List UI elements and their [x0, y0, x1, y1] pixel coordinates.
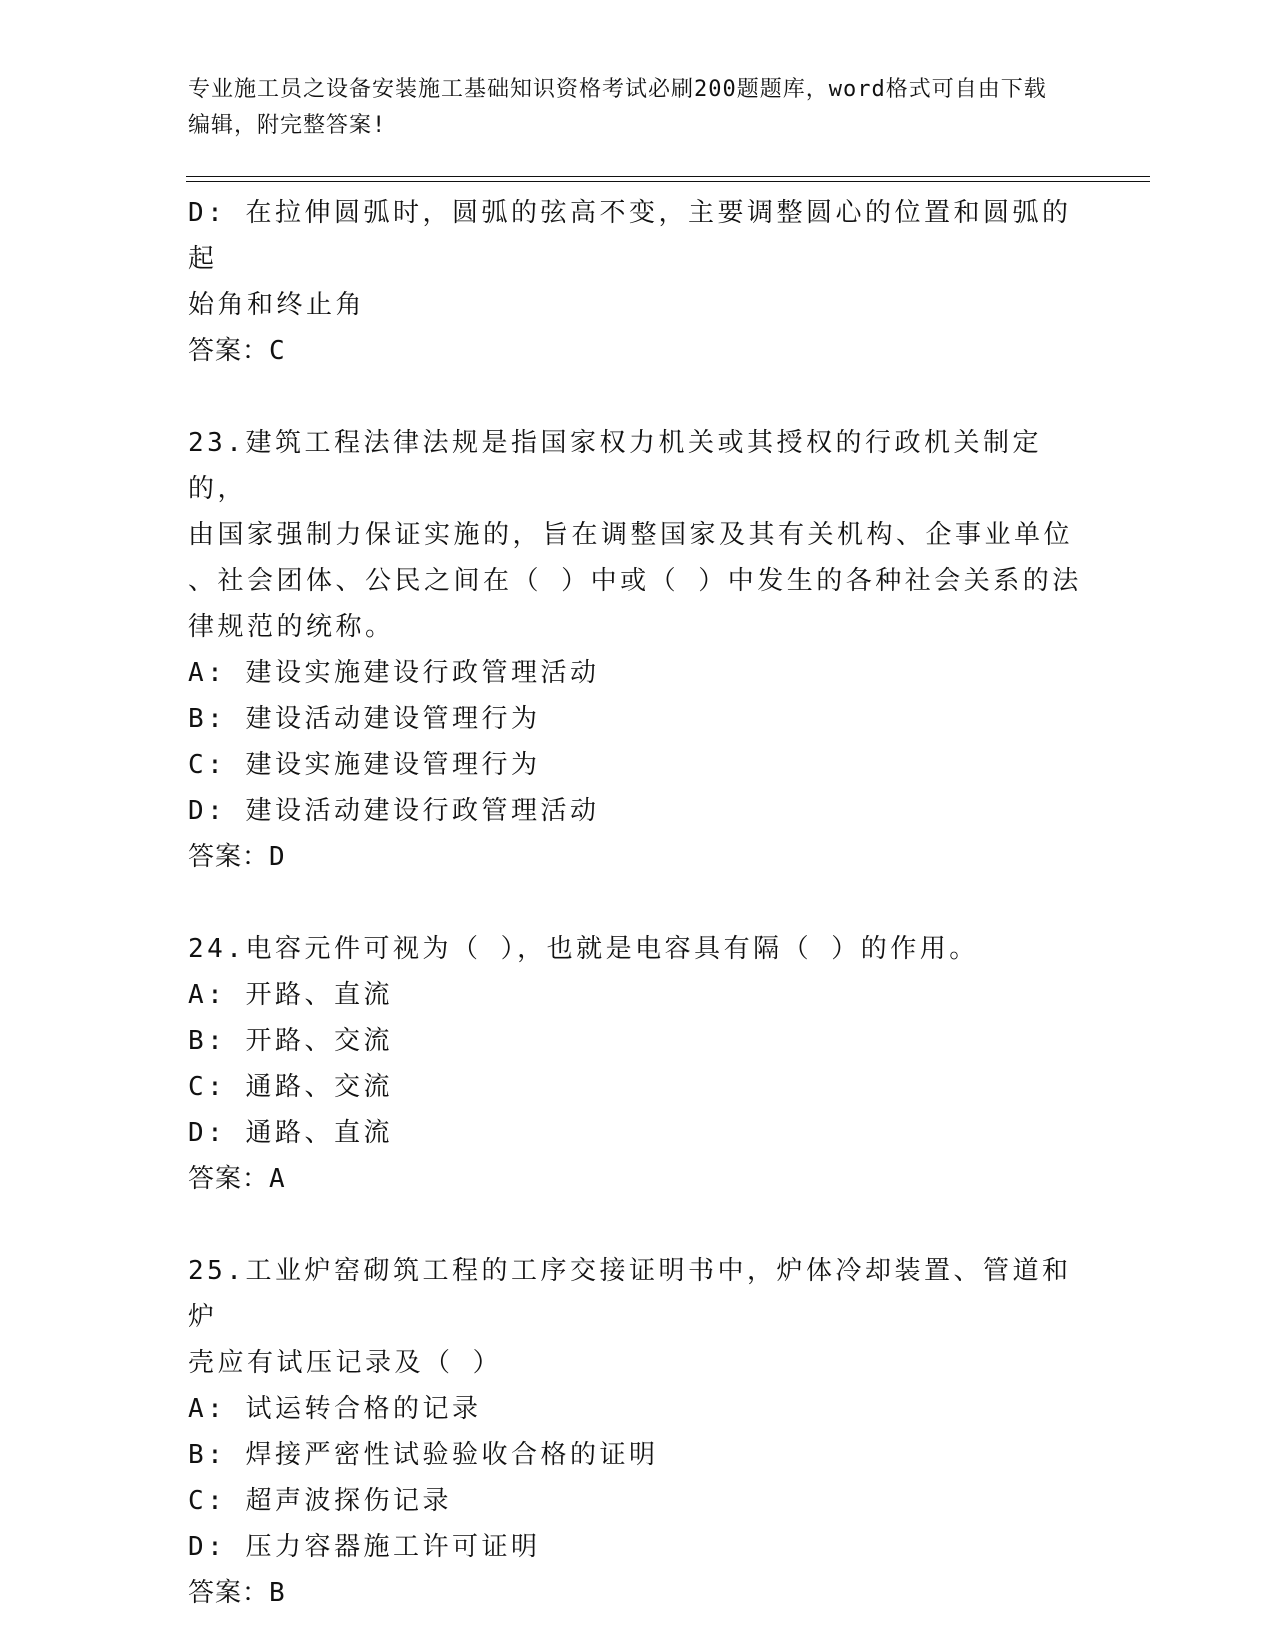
- header-rule-top: [186, 176, 1150, 177]
- option-a: A: 建设实施建设行政管理活动: [188, 658, 600, 688]
- question-text: 壳应有试压记录及（ ）: [188, 1348, 503, 1378]
- header-rule-bottom: [186, 181, 1150, 182]
- option-a: A: 开路、直流: [188, 980, 393, 1010]
- question-text: 、社会团体、公民之间在（ ）中或（ ）中发生的各种社会关系的法: [188, 566, 1082, 596]
- page-header: 专业施工员之设备安装施工基础知识资格考试必刷200题题库，word格式可自由下载编辑，附完整答案!: [188, 77, 1047, 138]
- option-c: C: 通路、交流: [188, 1072, 393, 1102]
- spacer: [188, 374, 1088, 420]
- question-24: [188, 926, 1088, 1202]
- option-d: D: 通路、直流: [188, 1118, 393, 1148]
- option-d: D: 建设活动建设行政管理活动: [188, 796, 600, 826]
- question-text: 25.工业炉窑砌筑工程的工序交接证明书中，炉体冷却装置、管道和炉: [188, 1256, 1072, 1332]
- option-d: D: 在拉伸圆弧时，圆弧的弦高不变，主要调整圆心的位置和圆弧的起: [188, 198, 1072, 274]
- answer: 答案：A: [188, 1164, 286, 1194]
- previous-question-tail: [188, 190, 1088, 374]
- option-c: C: 建设实施建设管理行为: [188, 750, 541, 780]
- question-text: 23.建筑工程法律法规是指国家权力机关或其授权的行政机关制定的，: [188, 428, 1042, 504]
- option-c: C: 超声波探伤记录: [188, 1486, 452, 1516]
- option-d: D: 压力容器施工许可证明: [188, 1532, 541, 1562]
- question-text: 24.电容元件可视为（ ），也就是电容具有隔（ ）的作用。: [188, 934, 979, 964]
- option-b: B: 开路、交流: [188, 1026, 393, 1056]
- question-text: 律规范的统称。: [188, 612, 395, 642]
- option-b: B: 焊接严密性试验验收合格的证明: [188, 1440, 659, 1470]
- option-d-continued: 始角和终止角: [188, 290, 366, 320]
- spacer: [188, 1202, 1088, 1248]
- answer: 答案：C: [188, 336, 286, 366]
- question-23: [188, 420, 1088, 880]
- answer: 答案：D: [188, 842, 286, 872]
- question-25: [188, 1248, 1088, 1616]
- option-b: B: 建设活动建设管理行为: [188, 704, 541, 734]
- question-text: 由国家强制力保证实施的，旨在调整国家及其有关机构、企事业单位: [188, 520, 1074, 550]
- option-a: A: 试运转合格的记录: [188, 1394, 482, 1424]
- answer: 答案：B: [188, 1578, 286, 1608]
- document-body: [188, 190, 1088, 1616]
- spacer: [188, 880, 1088, 926]
